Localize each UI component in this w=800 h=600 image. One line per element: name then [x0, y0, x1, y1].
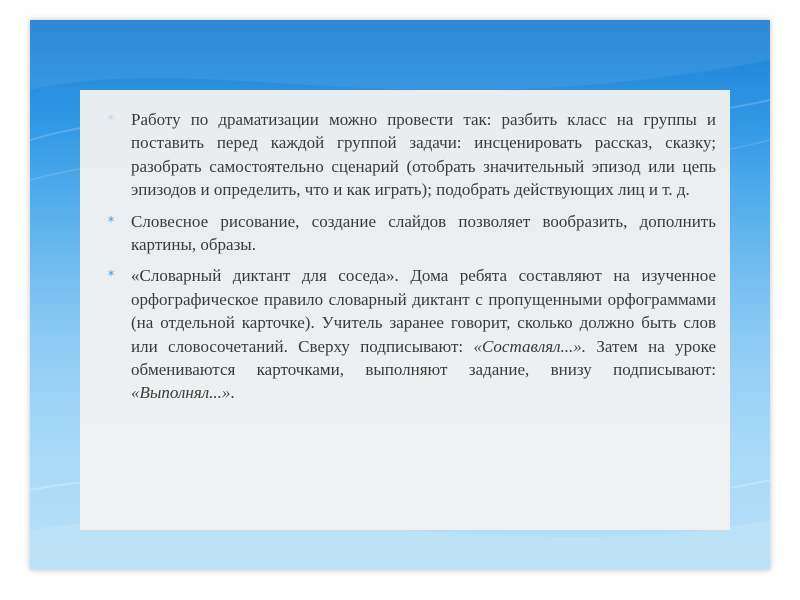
signature-made-by: «Составлял...».: [473, 336, 587, 356]
list-item: [104, 264, 716, 404]
paragraph-text: «Словарный диктант для соседа». Дома ребята составляют на изученное орфографическое правило словарный диктант с пропущенными орфограммами (на отдельной карточке). Учитель заранее говорит, сколько должно быть слов или словосочетаний. Сверху подписывают:: [131, 266, 716, 356]
asterisk-bullet-icon: *: [107, 113, 115, 128]
text-panel: [80, 90, 730, 530]
paragraph-text: .: [230, 383, 235, 403]
asterisk-bullet-icon: *: [107, 269, 115, 285]
paragraph-text: Работу по драматизации можно провести так: разбить класс на группы и поставить перед каждой группой задачи: инсценировать рассказ, сказку; разобрать самостоятельно сценарий (отобрать значительный эпизод или цепь эпизодов и определить, что и как играть); подобрать действующих лиц и т. д.: [131, 110, 716, 200]
asterisk-bullet-icon: *: [107, 214, 115, 230]
paragraph-text: Словесное рисование, создание слайдов позволяет вообразить, дополнить картины, образы.: [131, 211, 716, 255]
list-item: [104, 108, 716, 202]
slide: [30, 20, 770, 570]
list-item: [104, 210, 716, 257]
bullet-list: [104, 108, 716, 413]
paragraph-text: Затем на уроке обмениваются карточками, выполняют задание, внизу подписывают:: [131, 336, 716, 380]
signature-done-by: «Выполнял...»: [131, 383, 231, 403]
